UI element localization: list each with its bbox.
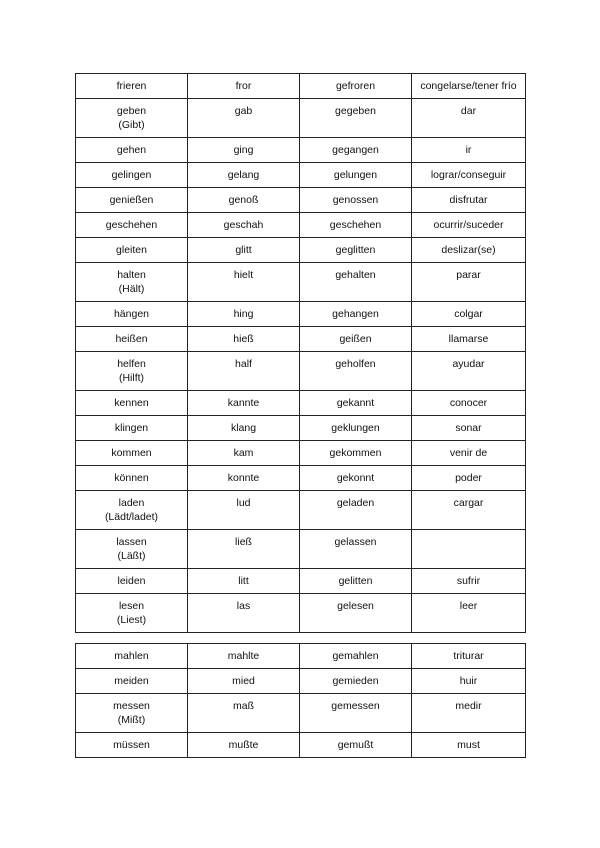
preterite-cell: mußte [188, 733, 300, 758]
participle-cell: geißen [300, 327, 412, 352]
table-row [76, 594, 526, 633]
preterite-cell: glitt [188, 238, 300, 263]
infinitive-cell [76, 99, 188, 138]
infinitive-text: helfen [117, 358, 146, 370]
third-person-text: (Hilft) [118, 372, 145, 384]
verb-table-2 [75, 643, 526, 758]
table-row [76, 352, 526, 391]
infinitive-text: heißen [115, 333, 148, 345]
spanish-cell: ir [412, 138, 526, 163]
third-person-text: (Liest) [116, 614, 147, 626]
infinitive-text: können [114, 472, 149, 484]
spanish-cell: lograr/conseguir [412, 163, 526, 188]
preterite-cell: kannte [188, 391, 300, 416]
infinitive-cell [76, 188, 188, 213]
participle-cell: geholfen [300, 352, 412, 391]
spanish-cell: sufrir [412, 569, 526, 594]
spanish-cell: venir de [412, 441, 526, 466]
participle-cell: gegangen [300, 138, 412, 163]
infinitive-text: genießen [109, 194, 154, 206]
preterite-cell: gab [188, 99, 300, 138]
verb-table-1 [75, 73, 526, 633]
preterite-cell: fror [188, 74, 300, 99]
participle-cell: gelungen [300, 163, 412, 188]
infinitive-text: messen [113, 700, 150, 712]
infinitive-text: halten [117, 269, 146, 281]
infinitive-text: gehen [116, 144, 147, 156]
infinitive-text: lassen [116, 536, 147, 548]
table-row [76, 644, 526, 669]
preterite-cell: gelang [188, 163, 300, 188]
preterite-cell: hielt [188, 263, 300, 302]
spanish-cell: colgar [412, 302, 526, 327]
infinitive-text: müssen [113, 739, 150, 751]
preterite-cell: ging [188, 138, 300, 163]
infinitive-text: laden [118, 497, 145, 509]
preterite-cell: half [188, 352, 300, 391]
table-row [76, 138, 526, 163]
participle-cell: gefroren [300, 74, 412, 99]
table-row [76, 569, 526, 594]
participle-cell: geglitten [300, 238, 412, 263]
participle-cell: gekannt [300, 391, 412, 416]
participle-cell: gehalten [300, 263, 412, 302]
infinitive-cell [76, 694, 188, 733]
spanish-cell: llamarse [412, 327, 526, 352]
infinitive-cell [76, 74, 188, 99]
infinitive-cell [76, 733, 188, 758]
infinitive-cell [76, 302, 188, 327]
infinitive-text: kommen [111, 447, 152, 459]
infinitive-cell [76, 163, 188, 188]
participle-cell: gekonnt [300, 466, 412, 491]
preterite-cell: mied [188, 669, 300, 694]
infinitive-cell [76, 416, 188, 441]
spanish-cell: huir [412, 669, 526, 694]
table-row [76, 530, 526, 569]
spanish-cell: parar [412, 263, 526, 302]
participle-cell: gemahlen [300, 644, 412, 669]
preterite-cell: klang [188, 416, 300, 441]
infinitive-cell [76, 569, 188, 594]
infinitive-cell [76, 352, 188, 391]
participle-cell: gekommen [300, 441, 412, 466]
spanish-cell: poder [412, 466, 526, 491]
preterite-cell: maß [188, 694, 300, 733]
verb-table-1-body [76, 74, 526, 633]
infinitive-text: lesen [118, 600, 145, 612]
infinitive-text: gleiten [116, 244, 147, 256]
infinitive-cell [76, 213, 188, 238]
spanish-cell: medir [412, 694, 526, 733]
infinitive-text: meiden [114, 675, 149, 687]
infinitive-cell [76, 466, 188, 491]
spanish-cell: ocurrir/suceder [412, 213, 526, 238]
third-person-text: (Hält) [118, 283, 145, 295]
table-row [76, 466, 526, 491]
third-person-text: (Gibt) [118, 119, 145, 131]
participle-cell: gelitten [300, 569, 412, 594]
spanish-cell: ayudar [412, 352, 526, 391]
participle-cell: gemieden [300, 669, 412, 694]
table-row [76, 391, 526, 416]
participle-cell: gemessen [300, 694, 412, 733]
preterite-cell: hieß [188, 327, 300, 352]
infinitive-text: frieren [116, 80, 147, 92]
spanish-cell: deslizar(se) [412, 238, 526, 263]
spanish-cell: dar [412, 99, 526, 138]
infinitive-cell [76, 327, 188, 352]
spanish-cell: disfrutar [412, 188, 526, 213]
spanish-cell: cargar [412, 491, 526, 530]
preterite-cell: ließ [188, 530, 300, 569]
spanish-cell: must [412, 733, 526, 758]
preterite-cell: genoß [188, 188, 300, 213]
preterite-cell: litt [188, 569, 300, 594]
table-row [76, 694, 526, 733]
infinitive-cell [76, 391, 188, 416]
table-row [76, 188, 526, 213]
infinitive-cell [76, 138, 188, 163]
participle-cell: gelesen [300, 594, 412, 633]
preterite-cell: mahlte [188, 644, 300, 669]
table-row [76, 99, 526, 138]
infinitive-cell [76, 594, 188, 633]
infinitive-cell [76, 238, 188, 263]
table-row [76, 327, 526, 352]
infinitive-cell [76, 644, 188, 669]
table-row [76, 733, 526, 758]
infinitive-text: kennen [114, 397, 149, 409]
infinitive-text: mahlen [114, 650, 149, 662]
spanish-cell: sonar [412, 416, 526, 441]
participle-cell: genossen [300, 188, 412, 213]
infinitive-text: leiden [117, 575, 146, 587]
preterite-cell: konnte [188, 466, 300, 491]
spanish-cell: congelarse/tener frío [412, 74, 526, 99]
infinitive-cell [76, 530, 188, 569]
spanish-cell [412, 530, 526, 569]
infinitive-text: geschehen [105, 219, 158, 231]
participle-cell: gelassen [300, 530, 412, 569]
preterite-cell: las [188, 594, 300, 633]
infinitive-text: geben [116, 105, 147, 117]
table-row [76, 669, 526, 694]
verb-table-2-body [76, 644, 526, 758]
participle-cell: gemußt [300, 733, 412, 758]
infinitive-cell [76, 441, 188, 466]
spanish-cell: triturar [412, 644, 526, 669]
preterite-cell: kam [188, 441, 300, 466]
preterite-cell: geschah [188, 213, 300, 238]
third-person-text: (Mißt) [117, 714, 146, 726]
table-row [76, 491, 526, 530]
table-row [76, 74, 526, 99]
infinitive-cell [76, 491, 188, 530]
third-person-text: (Läßt) [117, 550, 146, 562]
participle-cell: gegeben [300, 99, 412, 138]
infinitive-text: gelingen [111, 169, 152, 181]
spanish-cell: conocer [412, 391, 526, 416]
table-row [76, 441, 526, 466]
participle-cell: gehangen [300, 302, 412, 327]
participle-cell: geschehen [300, 213, 412, 238]
infinitive-cell [76, 263, 188, 302]
preterite-cell: lud [188, 491, 300, 530]
infinitive-cell [76, 669, 188, 694]
infinitive-text: hängen [113, 308, 150, 320]
participle-cell: geladen [300, 491, 412, 530]
table-row [76, 238, 526, 263]
table-row [76, 163, 526, 188]
preterite-cell: hing [188, 302, 300, 327]
table-row [76, 213, 526, 238]
table-row [76, 416, 526, 441]
participle-cell: geklungen [300, 416, 412, 441]
table-row [76, 302, 526, 327]
spanish-cell: leer [412, 594, 526, 633]
table-row [76, 263, 526, 302]
infinitive-text: klingen [114, 422, 149, 434]
third-person-text: (Lädt/ladet) [104, 511, 159, 523]
